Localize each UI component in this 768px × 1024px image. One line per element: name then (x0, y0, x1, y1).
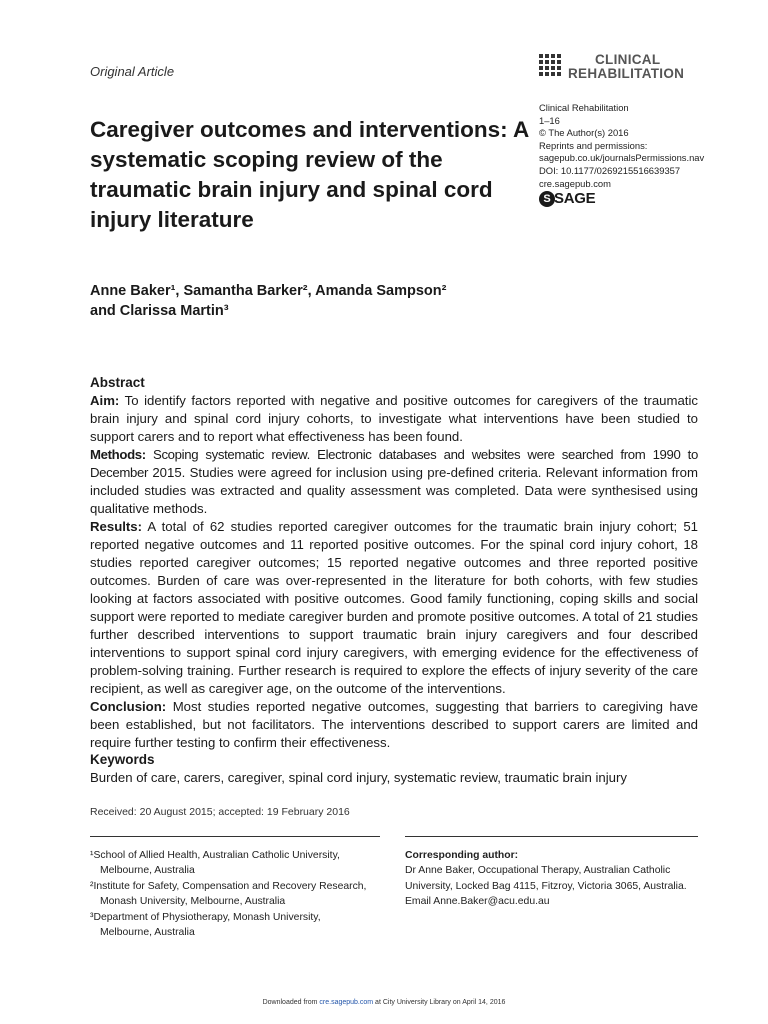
footer-prefix: Downloaded from (262, 999, 320, 1006)
corresponding-email[interactable]: Email Anne.Baker@acu.edu.au (405, 896, 550, 908)
abstract-heading: Abstract (90, 375, 145, 390)
abstract-aim (90, 392, 698, 446)
footer-suffix: at City University Library on April 14, 2016 (373, 999, 506, 1006)
methods-text-1: Scoping systematic review. Electronic databases and websites were searched from 1990 to December (90, 447, 698, 480)
corresponding-line2: University, Locked Bag 4115, Fitzroy, Victoria 3065, Australia. (405, 880, 687, 892)
journal-name-line2: REHABILITATION (568, 66, 685, 81)
keywords-section (90, 751, 698, 787)
meta-site-link[interactable]: cre.sagepub.com (539, 177, 611, 189)
affiliation-2-location: Monash University, Melbourne, Australia (100, 896, 286, 908)
article-type: Original Article (90, 64, 175, 79)
corresponding-author-label: Corresponding author: (405, 850, 519, 861)
affiliation-1-location: Melbourne, Australia (100, 865, 195, 877)
keywords-text: Burden of care, carers, caregiver, spinal cord injury, systematic review, traumatic brain injury (90, 770, 627, 785)
sage-logo-icon: S (539, 191, 555, 207)
meta-permissions-link[interactable]: sagepub.co.uk/journalsPermissions.nav (539, 152, 705, 164)
results-label: Results: (90, 519, 143, 534)
meta-journal: Clinical Rehabilitation (539, 102, 629, 113)
abstract-conclusion (90, 698, 698, 752)
affiliation-2: ²Institute for Safety, Compensation and Recovery Research, (90, 880, 367, 892)
meta-pages: 1–16 (539, 114, 560, 126)
article-title: Caregiver outcomes and interventions: A systematic scoping review of the traumatic brain injury and spinal cord injury literature (90, 117, 529, 232)
results-text: A total of 62 studies reported caregiver outcomes for the traumatic brain injury cohort; 51 reported negative outcomes and 11 reported positive outcomes. For the spinal cord injury cohort, 18 studies reported caregiver outcomes; 15 reported negative outcomes and three reported positive outcomes. Burden of care was over-represented in the literature for both cohorts, with few studies looking at factors associated with positive outcomes. Good family functioning, coping skills and social support were reported to mediate caregiver burden and promote positive outcomes. A total of 21 studies further described interventions to support traumatic brain injury caregivers and four described interventions to support spinal cord injury caregivers, with emerging evidence for the effectiveness of problem-solving training. Further research is required to explore the effects of injury severity of the care recipient, as well as caregiver age, on the outcome of the interventions. (90, 519, 698, 696)
sage-logo-text: SAGE (554, 190, 596, 207)
aim-text: To identify factors reported with negative and positive outcomes for caregivers of the traumatic brain injury and spinal cord injury cohorts, to investigate what interventions have been studied to support carers and to report what effectiveness has been found. (90, 393, 698, 444)
download-footer (0, 999, 768, 1006)
publication-meta (539, 102, 739, 190)
affiliation-3: ³Department of Physiotherapy, Monash University, (90, 911, 321, 923)
authors-line2: and Clarissa Martin³ (90, 303, 229, 319)
affiliation-1: ¹School of Allied Health, Australian Catholic University, (90, 850, 340, 861)
divider-right (405, 836, 698, 837)
meta-reprints: Reprints and permissions: (539, 139, 648, 151)
received-dates: Received: 20 August 2015; accepted: 19 February 2016 (90, 806, 350, 818)
conclusion-label: Conclusion: (90, 699, 167, 714)
journal-logo (539, 52, 709, 82)
methods-label: Methods: (90, 447, 146, 462)
authors-line1: Anne Baker¹, Samantha Barker², Amanda Sampson² (90, 283, 447, 299)
meta-copyright: © The Author(s) 2016 (539, 127, 629, 139)
divider-left (90, 836, 380, 837)
meta-doi[interactable]: DOI: 10.1177/0269215516639357 (539, 164, 681, 176)
journal-name-line1: CLINICAL (595, 52, 661, 67)
conclusion-text: Most studies reported negative outcomes, suggesting that barriers to caregiving have been established, but not facilitators. The interventions described to support carers are limited and require further testing to confirm their effectiveness. (90, 699, 698, 750)
footer-site-link[interactable]: cre.sagepub.com (319, 999, 374, 1006)
keywords-heading: Keywords (90, 752, 155, 767)
methods-text-2: 2015. Studies were agreed for inclusion using pre-defined criteria. Relevant information from included studies was extracted and quality assessment was completed. Data were synthesised using qualitative methods. (90, 465, 698, 516)
abstract-methods (90, 446, 698, 518)
abstract-results (90, 518, 698, 698)
aim-label: Aim: (90, 393, 120, 408)
abstract-section (90, 374, 698, 752)
affiliations (90, 848, 390, 940)
corresponding-author (405, 848, 705, 910)
author-list (90, 281, 550, 321)
corresponding-line1: Dr Anne Baker, Occupational Therapy, Australian Catholic (405, 865, 671, 877)
affiliation-3-location: Melbourne, Australia (100, 927, 195, 939)
journal-logo-grid-icon (539, 54, 563, 80)
